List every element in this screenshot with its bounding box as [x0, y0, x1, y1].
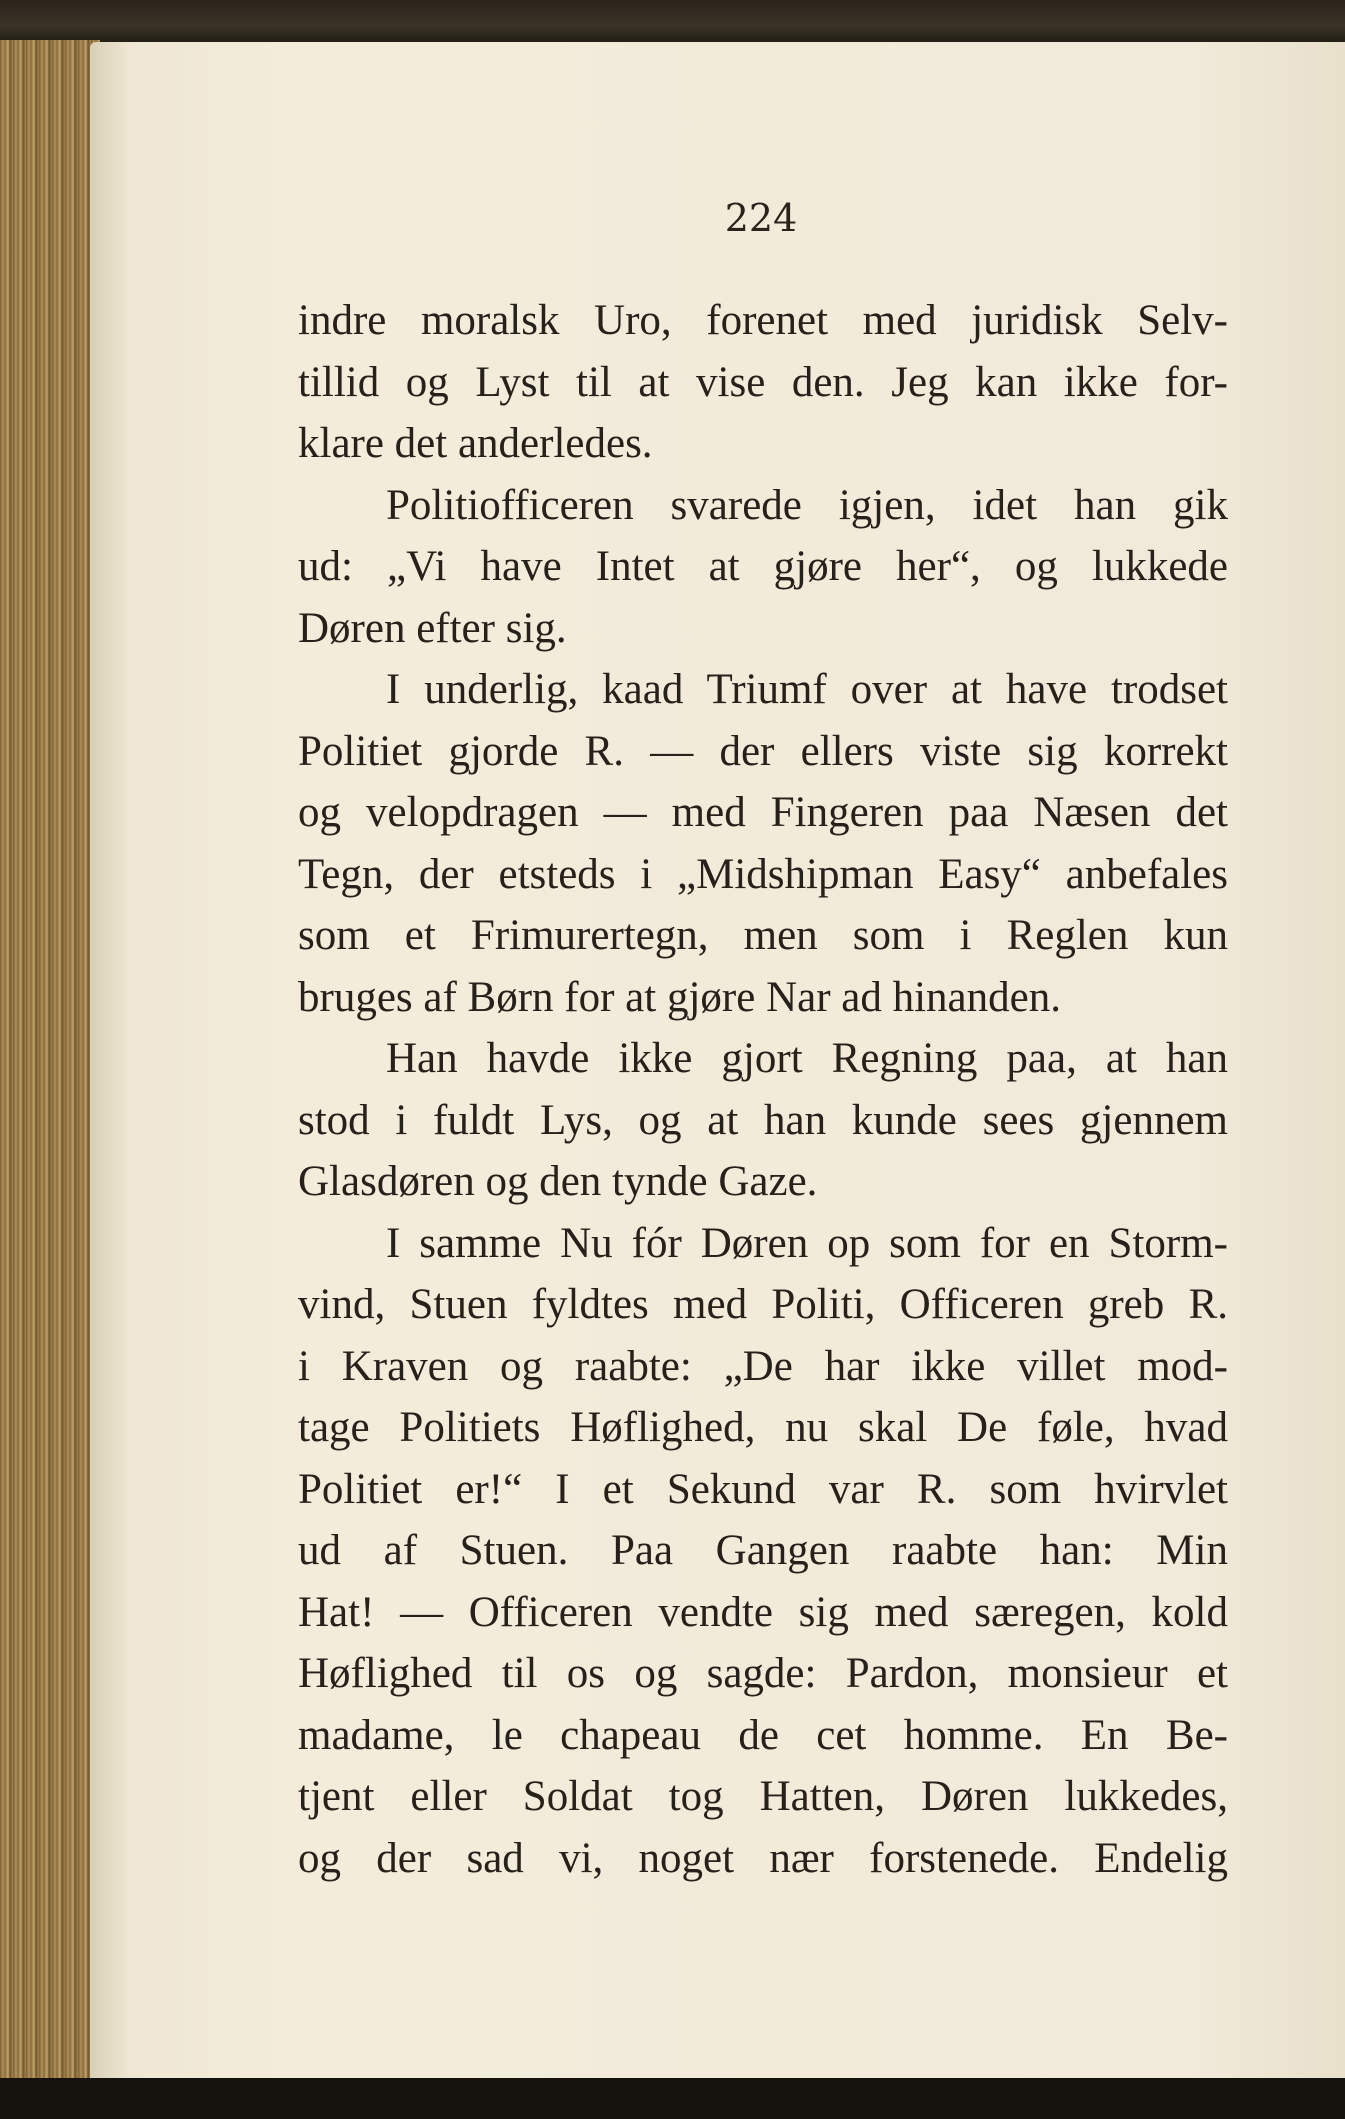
text-line: I samme Nu fór Døren op som for en Storm- [386, 1219, 1228, 1267]
text-line: som et Frimurertegn, men som i Reglen kun [298, 912, 1228, 959]
text-line: Høflighed til os og sagde: Pardon, monsieur et [298, 1650, 1228, 1697]
text-line: I underlig, kaad Triumf over at have trodset [386, 666, 1228, 713]
text-line: Glasdøren og den tynde Gaze. [298, 1158, 818, 1205]
text-line: tjent eller Soldat tog Hatten, Døren lukkedes, [298, 1773, 1228, 1820]
text-line: stod i fuldt Lys, og at han kunde sees gjennem [298, 1096, 1228, 1144]
text-line: Døren efter sig. [298, 604, 567, 652]
text-line: i Kraven og raabte: „De har ikke villet mod- [298, 1342, 1228, 1390]
text-line: og der sad vi, noget nær forstenede. Endelig [298, 1834, 1228, 1882]
text-line: tillid og Lyst til at vise den. Jeg kan ikke for- [298, 358, 1228, 406]
top-binding-edge [0, 0, 1345, 46]
text-line: Hat! — Officeren vendte sig med særegen, kold [298, 1588, 1228, 1636]
text-line: indre moralsk Uro, forenet med juridisk Selv- [298, 297, 1228, 344]
text-line: vind, Stuen fyldtes med Politi, Officeren greb R. [298, 1281, 1228, 1328]
text-line: bruges af Børn for at gjøre Nar ad hinanden. [298, 973, 1061, 1021]
text-line: klare det anderledes. [298, 420, 653, 467]
text-line: ud: „Vi have Intet at gjøre her“, og lukkede [298, 543, 1228, 590]
text-line: madame, le chapeau de cet homme. En Be- [298, 1711, 1228, 1759]
text-line: Politiet gjorde R. — der ellers viste sig korrekt [298, 727, 1228, 775]
body-text [298, 290, 1228, 1889]
text-line: Politiofficeren svarede igjen, idet han gik [386, 481, 1228, 529]
page-stack-edge [0, 40, 100, 2080]
text-line: og velopdragen — med Fingeren paa Næsen det [298, 789, 1228, 836]
text-line: Politiet er!“ I et Sekund var R. som hvirvlet [298, 1465, 1228, 1513]
text-line: Tegn, der etsteds i „Midshipman Easy“ anbefales [298, 850, 1228, 898]
text-line: tage Politiets Høflighed, nu skal De føle, hvad [298, 1404, 1228, 1451]
text-line: Han havde ikke gjort Regning paa, at han [386, 1035, 1228, 1082]
bottom-edge [0, 2078, 1345, 2119]
text-line: ud af Stuen. Paa Gangen raabte han: Min [298, 1527, 1228, 1574]
page-number: 224 [724, 196, 798, 240]
